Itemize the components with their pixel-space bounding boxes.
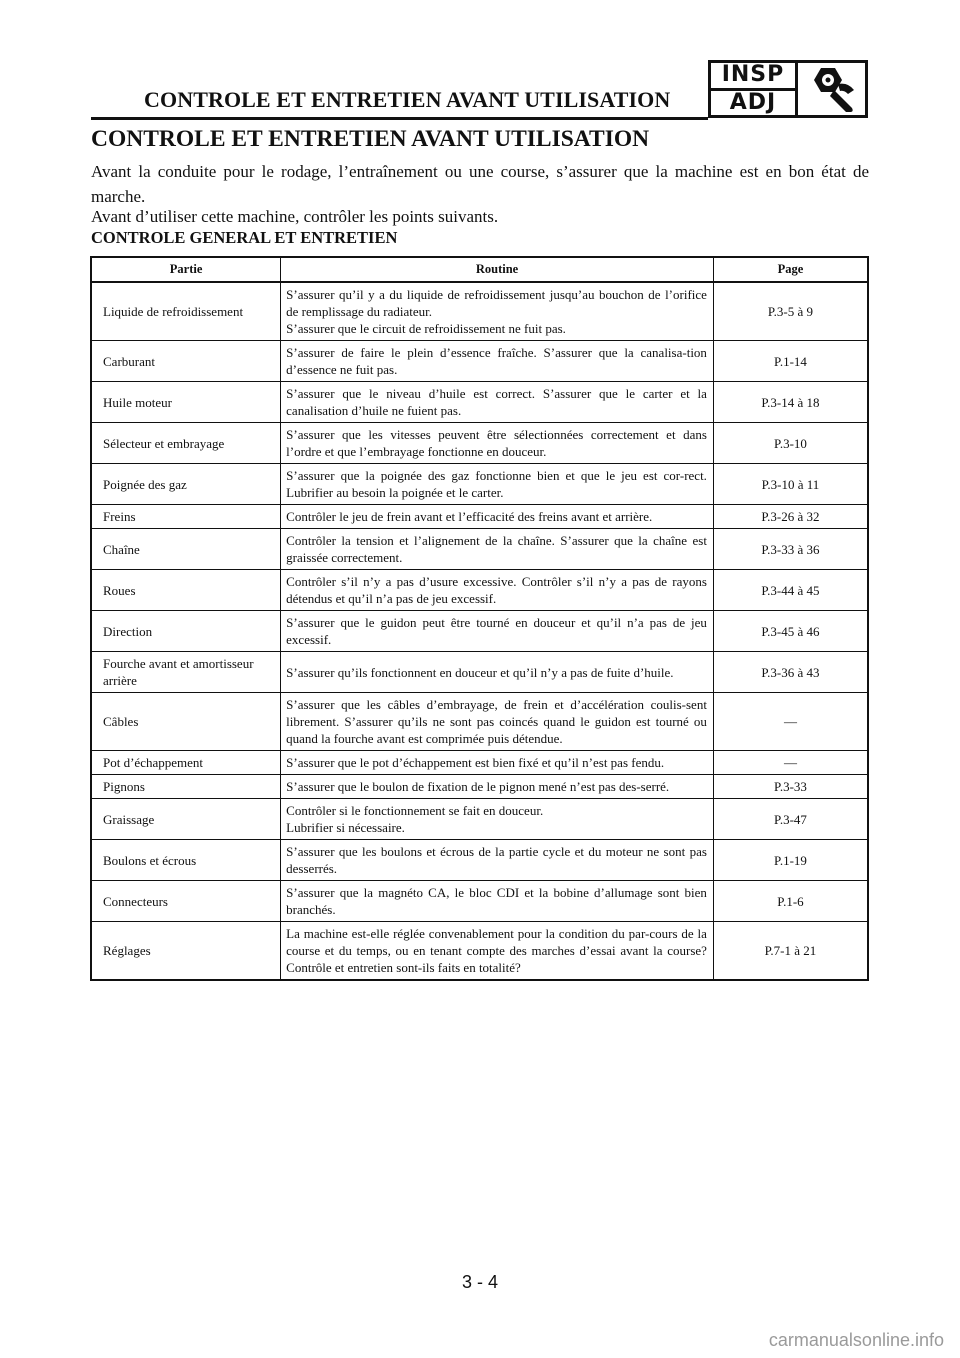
cell-page: P.3-10 à 11 [713,464,868,505]
cell-page: P.3-44 à 45 [713,570,868,611]
table-row [91,799,868,840]
table-row [91,840,868,881]
cell-page: P.3-47 [713,799,868,840]
cell-routine: S’assurer qu’il y a du liquide de refroidissement jusqu’au bouchon de l’orifice de remplissage du radiateur. S’assurer que le circuit de refroidissement ne fuit pas. [281,282,714,341]
table-row [91,922,868,981]
watermark: carmanualsonline.info [768,1330,944,1350]
cell-page: P.3-33 [713,775,868,799]
running-title: CONTROLE ET ENTRETIEN AVANT UTILISATION [144,87,671,112]
table-row [91,652,868,693]
cell-partie: Câbles [91,693,281,751]
table-row [91,341,868,382]
cell-routine: S’assurer que la magnéto CA, le bloc CDI et la bobine d’allumage sont bien branchés. [281,881,714,922]
cell-partie: Fourche avant et amortisseur arrière [91,652,281,693]
table-row [91,529,868,570]
cell-routine: Contrôler le jeu de frein avant et l’efficacité des freins avant et arrière. [281,505,714,529]
badge-line-insp: INSP [721,62,785,88]
cell-partie: Chaîne [91,529,281,570]
table-row [91,751,868,775]
cell-partie: Pignons [91,775,281,799]
cell-partie: Freins [91,505,281,529]
cell-routine: S’assurer qu’ils fonctionnent en douceur et qu’il n’y a pas de fuite d’huile. [281,652,714,693]
cell-partie: Sélecteur et embrayage [91,423,281,464]
table-row [91,693,868,751]
cell-page: P.3-10 [713,423,868,464]
cell-page: P.1-6 [713,881,868,922]
column-header-partie: Partie [91,257,281,282]
cell-partie: Poignée des gaz [91,464,281,505]
wrench-nut-icon-svg [804,64,860,114]
table-row [91,423,868,464]
cell-routine: S’assurer que le pot d’échappement est bien fixé et qu’il n’est pas fendu. [281,751,714,775]
cell-partie: Direction [91,611,281,652]
cell-routine: S’assurer que le niveau d’huile est correct. S’assurer que le carter et la canalisation d’huile ne fuient pas. [281,382,714,423]
intro-paragraph-2: Avant d’utiliser cette machine, contrôler les points suivants. [91,207,499,226]
cell-page: P.3-14 à 18 [713,382,868,423]
section-title: CONTROLE GENERAL ET ENTRETIEN [91,228,398,247]
table-row [91,611,868,652]
cell-routine: S’assurer de faire le plein d’essence fraîche. S’assurer que la canalisa-tion d’essence ne fuit pas. [281,341,714,382]
wrench-nut-icon [798,63,865,115]
cell-page: — [713,693,868,751]
header-rule [91,117,708,120]
cell-partie: Carburant [91,341,281,382]
column-header-routine: Routine [281,257,714,282]
table-row [91,464,868,505]
cell-page: P.1-14 [713,341,868,382]
table-row [91,282,868,341]
cell-routine: Contrôler s’il n’y a pas d’usure excessive. Contrôler s’il n’y a pas de rayons détendus et qu’il n’a pas de jeu excessif. [281,570,714,611]
table-header-row [91,257,868,282]
cell-partie: Réglages [91,922,281,981]
cell-partie: Huile moteur [91,382,281,423]
cell-page: P.3-36 à 43 [713,652,868,693]
cell-page: P.3-5 à 9 [713,282,868,341]
cell-routine: Contrôler la tension et l’alignement de la chaîne. S’assurer que la chaîne est graissée correctement. [281,529,714,570]
cell-page: P.3-45 à 46 [713,611,868,652]
table-row [91,570,868,611]
cell-page: P.7-1 à 21 [713,922,868,981]
cell-partie: Roues [91,570,281,611]
cell-routine: Contrôler si le fonctionnement se fait en douceur. Lubrifier si nécessaire. [281,799,714,840]
table-row [91,881,868,922]
cell-routine: S’assurer que les câbles d’embrayage, de frein et d’accélération coulis-sent librement. S’assurer qu’ils ne sont pas coincés quand le guidon est tourné ou quand la fourche avant est comprimée puis détendue. [281,693,714,751]
badge-text [711,63,798,115]
cell-page: P.1-19 [713,840,868,881]
page-number: 3 - 4 [461,1272,499,1292]
cell-routine: S’assurer que le boulon de fixation de le pignon mené n’est pas des-serré. [281,775,714,799]
running-header [91,60,869,120]
cell-partie: Pot d’échappement [91,751,281,775]
cell-partie: Connecteurs [91,881,281,922]
page-title: CONTROLE ET ENTRETIEN AVANT UTILISATION [91,126,650,152]
cell-partie: Boulons et écrous [91,840,281,881]
table-body [91,282,868,980]
column-header-page: Page [713,257,868,282]
table-row [91,505,868,529]
cell-routine: La machine est-elle réglée convenablement pour la condition du par-cours de la course et du temps, ou en tenant compte des marches d’essai avant la course? Contrôle et entretien sont-ils faits en totalité? [281,922,714,981]
cell-routine: S’assurer que les boulons et écrous de la partie cycle et du moteur ne sont pas desserrés. [281,840,714,881]
cell-page: P.3-33 à 36 [713,529,868,570]
cell-routine: S’assurer que le guidon peut être tourné en douceur et qu’il n’a pas de jeu excessif. [281,611,714,652]
cell-page: P.3-26 à 32 [713,505,868,529]
cell-routine: S’assurer que les vitesses peuvent être sélectionnées correctement et dans l’ordre et que l’embrayage fonctionne en douceur. [281,423,714,464]
table-row [91,775,868,799]
inspection-table [90,256,869,981]
badge-line-adj: ADJ [711,88,795,116]
insp-adj-badge [708,60,868,118]
cell-partie: Graissage [91,799,281,840]
table-row [91,382,868,423]
cell-partie: Liquide de refroidissement [91,282,281,341]
cell-routine: S’assurer que la poignée des gaz fonctionne bien et que le jeu est cor-rect. Lubrifier au besoin la poignée et le carter. [281,464,714,505]
cell-page: — [713,751,868,775]
intro-paragraph: Avant la conduite pour le rodage, l’entraînement ou une course, s’assurer que la machine est en bon état de marche. [91,162,869,206]
